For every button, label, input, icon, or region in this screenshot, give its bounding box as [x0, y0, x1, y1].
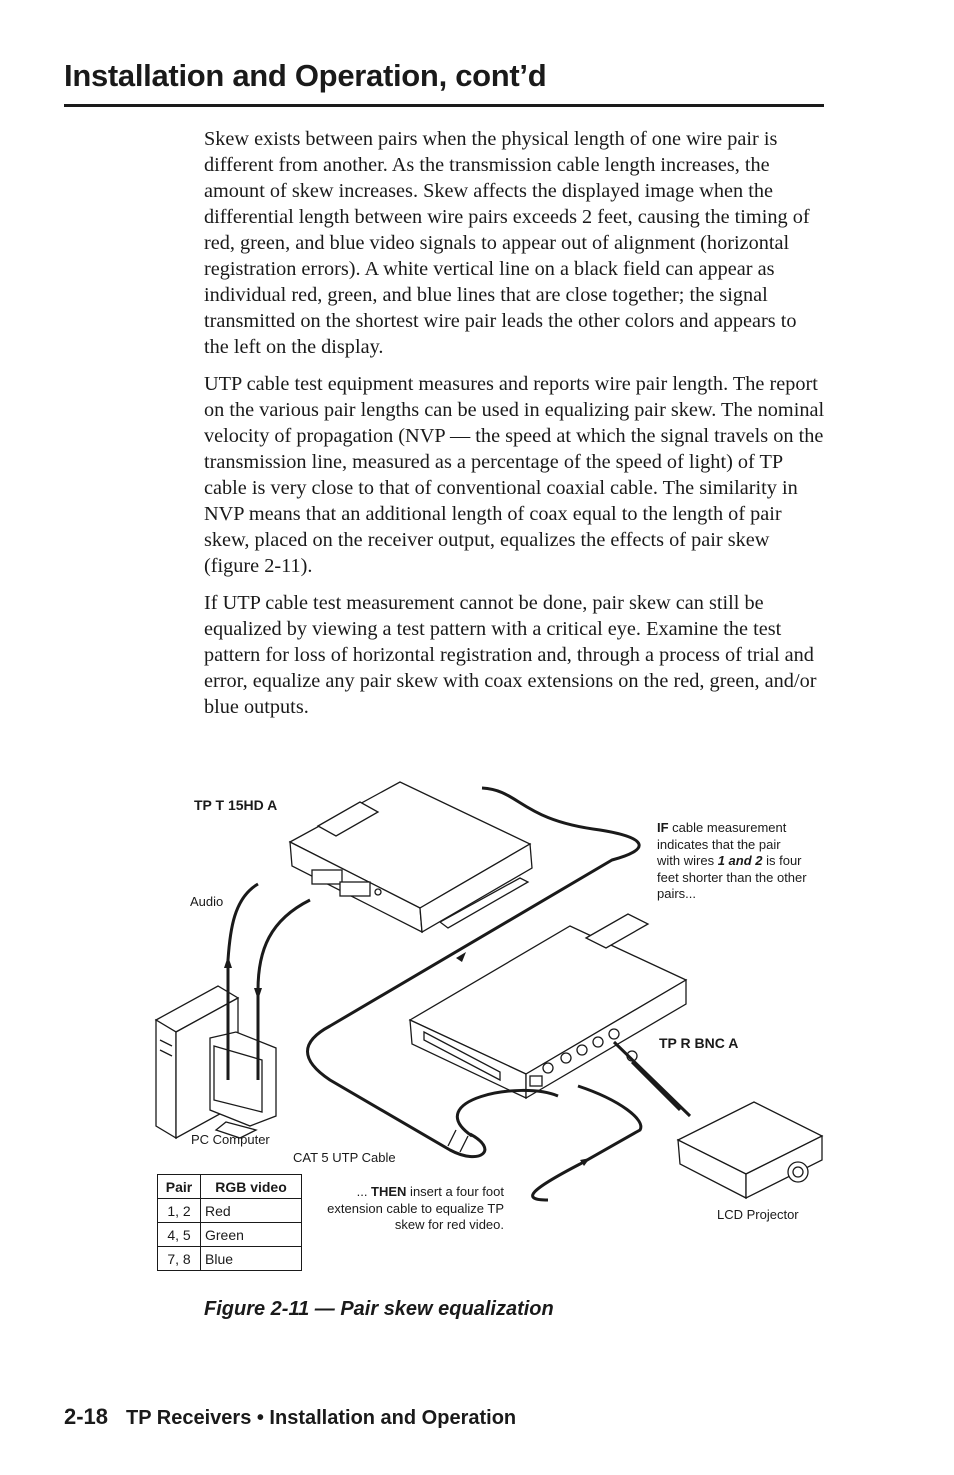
table-cell-color: Green: [201, 1223, 302, 1247]
figure-caption: Figure 2-11 — Pair skew equalization: [204, 1298, 554, 1320]
table-cell-pair: 4, 5: [158, 1223, 201, 1247]
then-callout-text: insert a four foot extension cable to equalize TP skew for red video.: [327, 1184, 504, 1232]
if-callout-lead: IF: [657, 820, 669, 835]
table-cell-color: Red: [201, 1199, 302, 1223]
lcd-projector: [678, 1102, 822, 1198]
table-row: [158, 1223, 302, 1247]
table-header-rgb: RGB video: [201, 1175, 302, 1199]
pair-table: [157, 1174, 302, 1271]
pair-skew-figure: [0, 780, 954, 1300]
audio-label: Audio: [190, 894, 224, 909]
cat5-cable-to-receiver: [457, 1090, 558, 1136]
page-footer: [64, 1404, 516, 1430]
table-cell-pair: 1, 2: [158, 1199, 201, 1223]
table-header-pair: Pair: [158, 1175, 201, 1199]
signal-arrow: [254, 988, 262, 1000]
table-header-row: [158, 1175, 302, 1199]
table-row: [158, 1247, 302, 1271]
receiver-label: TP R BNC A: [659, 1035, 739, 1051]
projector-label: LCD Projector: [717, 1207, 799, 1222]
if-callout-text-1: cable measurement indicates that the pair with wires: [657, 820, 787, 868]
pc-label: PC Computer: [191, 1132, 270, 1147]
transmitter-label: TP T 15HD A: [194, 797, 278, 813]
footer-text: TP Receivers • Installation and Operation: [126, 1407, 517, 1429]
paragraph-utp-test: UTP cable test equipment measures and reports wire pair length. The report on the various pair lengths can be used in equalizing pair skew. The nominal velocity of propagation (NVP — the speed at which the signal travels on the transmission line, measured as a percentage of the speed of light) of TP cable is very close to that of conventional coaxial cable. The similarity in NVP means that an additional length of coax equal to the length of pair skew, placed on the receiver output, equalizes the effects of pair skew (figure 2-11).: [204, 373, 825, 577]
transmitter-device: [290, 782, 532, 932]
page-header: [64, 56, 824, 107]
coax-extension: [533, 1086, 641, 1200]
then-callout-lead: ...: [356, 1184, 372, 1199]
signal-arrow: [456, 952, 466, 962]
table-cell-color: Blue: [201, 1247, 302, 1271]
page-number: 2-18: [64, 1404, 109, 1429]
cable-break-mark: [448, 1130, 456, 1146]
body-text: [204, 126, 826, 731]
paragraph-skew: Skew exists between pairs when the physical length of one wire pair is different from another. As the transmission cable length increases, the amount of skew increases. Skew affects the displayed image when the differential length between wire pairs exceeds 2 feet, causing the timing of red, green, and blue video signals to appear out of alignment (horizontal registration errors). A white vertical line on a black field can appear as individual red, green, and blue lines that are close together; the signal transmitted on the shortest wire pair leads the other colors and appears to the left on the display.: [204, 128, 810, 358]
if-callout-emphasis: 1 and 2: [717, 853, 763, 868]
if-callout: [657, 820, 807, 903]
signal-arrow: [224, 956, 232, 968]
coax-outputs: [614, 1042, 690, 1116]
pc-monitor: [210, 1032, 276, 1138]
paragraph-visual-equalize: If UTP cable test measurement cannot be done, pair skew can still be equalized by viewing a test pattern with a critical eye. Examine the test pattern for loss of horizontal registration and, through a process of trial and error, equalize any pair skew with coax extensions on the red, green, and/or blue outputs.: [204, 592, 817, 718]
if-callout-text-2: is four feet shorter than the other pairs...: [657, 853, 807, 901]
table-cell-pair: 7, 8: [158, 1247, 201, 1271]
table-row: [158, 1199, 302, 1223]
cable-label: CAT 5 UTP Cable: [293, 1150, 396, 1165]
then-callout-bold: THEN: [371, 1184, 407, 1199]
page-title: Installation and Operation, cont’d: [64, 58, 547, 93]
then-callout: [318, 1184, 504, 1234]
